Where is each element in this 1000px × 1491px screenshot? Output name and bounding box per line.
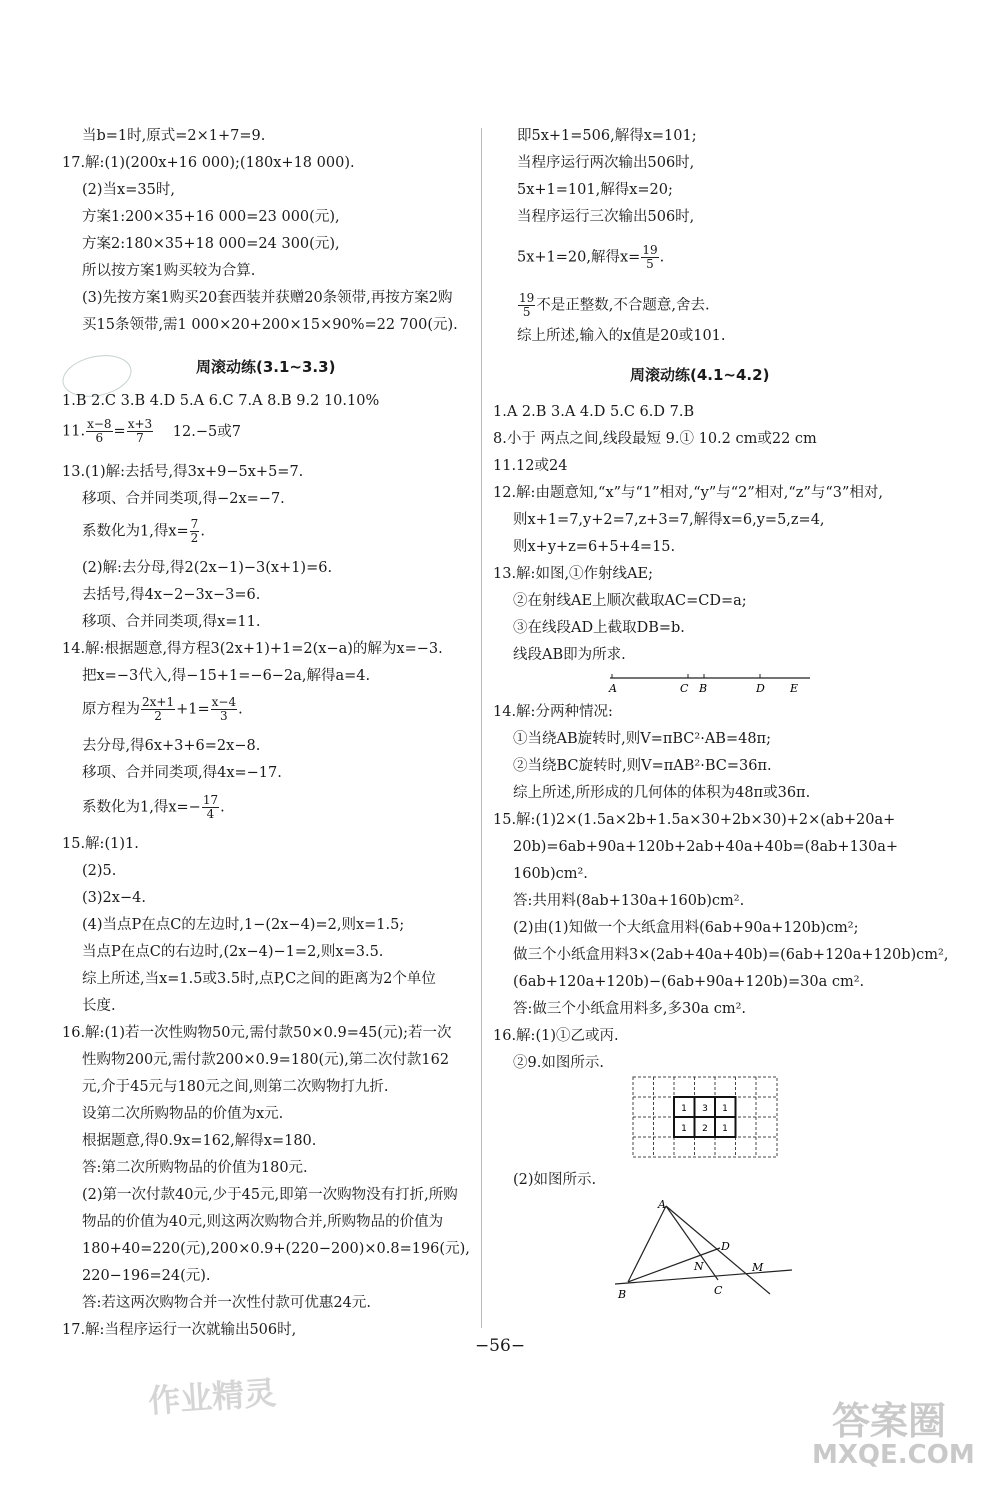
grid-cell: 1 (681, 1104, 687, 1114)
grid-cell: 1 (722, 1124, 728, 1134)
fraction: $\frac{2x+1}{2}$ (142, 695, 175, 723)
point-label-b: B (699, 682, 708, 694)
fraction: $\frac{x-8}{6}$ (87, 417, 112, 445)
text-line: 答:做三个小纸盒用料多,多30a cm². (513, 1001, 746, 1017)
text-line: (2)解:去分母,得2(2x−1)−3(x+1)=6. (82, 560, 333, 576)
text-line: (2)第一次付款40元,少于45元,即第一次购物没有打折,所购 (82, 1187, 458, 1203)
answer-line: 1.B 2.C 3.B 4.D 5.A 6.C 7.A 8.B 9.2 10.10% (62, 393, 380, 409)
text-line: 220−196=24(元). (82, 1268, 211, 1284)
text-line: 答:第二次所购物品的价值为180元. (82, 1160, 308, 1176)
text-line: 综上所述,当x=1.5或3.5时,点P,C之间的距离为2个单位 (82, 971, 436, 987)
text-line-frac: 系数化为1,得x= $\frac{7}{2}$ . (82, 517, 205, 545)
text-line: 当点P在点C的右边时,(2x−4)−1=2,则x=3.5. (82, 944, 384, 960)
triangle-diagram (610, 1196, 795, 1302)
text-line: (2)如图所示. (513, 1172, 597, 1188)
text-line: 13.解:如图,①作射线AE; (493, 566, 653, 582)
text-line-frac: 原方程为 $\frac{2x+1}{2}$ +1= $\frac{x-4}{3}$ . (82, 695, 243, 723)
text-line: 5x+1=101,解得x=20; (517, 182, 673, 198)
text-line: 15.解:(1)2×(1.5a×2b+1.5a×30+2b×30)+2×(ab+20a+ (493, 812, 896, 828)
fraction: $\frac{17}{4}$ (202, 793, 219, 821)
text-line: 16.解:(1)①乙或丙. (493, 1028, 619, 1044)
text-line: 综上所述,所形成的几何体的体积为48π或36π. (513, 785, 811, 801)
grid-cell: 1 (722, 1104, 728, 1114)
text-line: ③在线段AD上截取DB=b. (513, 620, 685, 636)
column-divider (481, 128, 482, 1328)
text-line: (6ab+120a+120b)−(6ab+90a+120b)=30a cm². (513, 974, 865, 990)
text-line: (2)由(1)知做一个大纸盒用料(6ab+90a+120b)cm²; (513, 920, 859, 936)
fraction: $\frac{19}{5}$ (519, 291, 535, 319)
answer-12: 12.−5或7 (172, 423, 241, 440)
fraction: $\frac{7}{2}$ (190, 517, 199, 545)
section-title: 周滚动练(3.1~3.3) (196, 358, 336, 376)
text-line: 则x+1=7,y+2=7,z+3=7,解得x=6,y=5,z=4, (513, 512, 825, 528)
point-label-d: D (756, 682, 765, 694)
point-label-c: C (680, 682, 689, 694)
answer-line: 11.12或24 (493, 458, 568, 474)
text-line: 方案1:200×35+16 000=23 000(元), (82, 209, 340, 225)
point-label-n: N (694, 1260, 704, 1273)
text-line: 15.解:(1)1. (62, 836, 139, 852)
text-line: 移项、合并同类项,得4x=−17. (82, 765, 282, 781)
watermark-url: MXQE.COM (812, 1440, 975, 1470)
text-line: 所以按方案1购买较为合算. (82, 263, 256, 279)
text-line: (2)5. (82, 863, 117, 879)
text-line: (4)当点P在点C的左边时,1−(2x−4)=2,则x=1.5; (82, 917, 405, 933)
text-line: 性购物200元,需付款200×0.9=180(元),第二次付款162 (82, 1052, 450, 1068)
text-line: 综上所述,输入的x值是20或101. (517, 328, 726, 344)
point-label-m: M (752, 1261, 764, 1274)
text-line: 则x+y+z=6+5+4=15. (513, 539, 676, 555)
grid-cell: 2 (702, 1124, 708, 1134)
text-line: 根据题意,得0.9x=162,解得x=180. (82, 1133, 317, 1149)
text-line: 当b=1时,原式=2×1+7=9. (82, 128, 266, 144)
text-line: 买15条领带,需1 000×20+200×15×90%=22 700(元). (82, 317, 458, 333)
text-line: 当程序运行三次输出506时, (517, 209, 695, 225)
text-line: 设第二次所购物品的价值为x元. (82, 1106, 284, 1122)
text-line: 答:若这两次购物合并一次性付款可优惠24元. (82, 1295, 371, 1311)
text-line: ②当绕BC旋转时,则V=πAB²·BC=36π. (513, 758, 772, 774)
watermark-logo: 答案圈 (832, 1399, 947, 1443)
text-line: ①当绕AB旋转时,则V=πBC²·AB=48π; (513, 731, 771, 747)
cube-net-grid-diagram (632, 1076, 778, 1158)
text-line: 长度. (82, 998, 116, 1014)
text-line: 180+40=220(元),200×0.9+(220−200)×0.8=196(元), (82, 1241, 470, 1257)
text-line: 答:共用料(8ab+130a+160b)cm². (513, 893, 745, 909)
text-line-frac: $\frac{19}{5}$ 不是正整数,不合题意,舍去. (519, 291, 710, 319)
text-line: 物品的价值为40元,则这两次购物合并,所购物品的价值为 (82, 1214, 444, 1230)
ray-diagram (600, 668, 815, 694)
text-line: 去分母,得6x+3+6=2x−8. (82, 738, 261, 754)
answer-line-11: 11. $\frac{x-8}{6}$ = $\frac{x+3}{7}$ 12.−5或7 (62, 417, 241, 445)
text-line: 把x=−3代入,得−15+1=−6−2a,解得a=4. (82, 668, 371, 684)
point-label-a: A (658, 1198, 666, 1211)
text-line: 元,介于45元与180元之间,则第二次购物打九折. (82, 1079, 389, 1095)
text-line-frac: 5x+1=20,解得x= $\frac{19}{5}$ . (517, 243, 665, 271)
point-label-d: D (721, 1240, 730, 1253)
grid-cell: 3 (702, 1104, 708, 1114)
text-line: (3)先按方案1购买20套西装并获赠20条领带,再按方案2购 (82, 290, 453, 306)
text-line: 方案2:180×35+18 000=24 300(元), (82, 236, 340, 252)
section-title: 周滚动练(4.1~4.2) (630, 366, 770, 384)
text-line: 做三个小纸盒用料3×(2ab+40a+40b)=(6ab+120a+120b)cm², (513, 947, 949, 963)
text-line: 17.解:(1)(200x+16 000);(180x+18 000). (62, 155, 355, 171)
fraction: $\frac{19}{5}$ (642, 243, 658, 271)
text-line: (2)当x=35时, (82, 182, 175, 198)
text-line: 14.解:根据题意,得方程3(2x+1)+1=2(x−a)的解为x=−3. (62, 641, 443, 657)
text-line: 20b)=6ab+90a+120b+2ab+40a+40b=(8ab+130a+ (513, 839, 899, 855)
text-line: 12.解:由题意知,“x”与“1”相对,“y”与“2”相对,“z”与“3”相对, (493, 485, 884, 501)
point-label-e: E (790, 682, 799, 694)
text-line: ②9.如图所示. (513, 1055, 604, 1071)
text-line: 14.解:分两种情况: (493, 704, 613, 720)
text-line: 移项、合并同类项,得−2x=−7. (82, 491, 285, 507)
text-line: 17.解:当程序运行一次就输出506时, (62, 1322, 297, 1338)
point-label-a: A (609, 682, 617, 694)
text-line: 移项、合并同类项,得x=11. (82, 614, 261, 630)
text-line: 160b)cm². (513, 866, 588, 882)
fraction: $\frac{x-4}{3}$ (211, 695, 237, 723)
text-line-frac: 系数化为1,得x=− $\frac{17}{4}$ . (82, 793, 225, 821)
text-line: 去括号,得4x−2−3x−3=6. (82, 587, 261, 603)
point-label-c: C (714, 1284, 723, 1297)
answer-line: 1.A 2.B 3.A 4.D 5.C 6.D 7.B (493, 404, 695, 420)
text-line: 13.(1)解:去括号,得3x+9−5x+5=7. (62, 464, 304, 480)
watermark-text: 作业精灵 (146, 1373, 278, 1421)
text-line: 当程序运行两次输出506时, (517, 155, 695, 171)
fraction: $\frac{x+3}{7}$ (127, 417, 153, 445)
grid-cell: 1 (681, 1124, 687, 1134)
question-number: 11. (62, 423, 86, 440)
text-line: 16.解:(1)若一次性购物50元,需付款50×0.9=45(元);若一次 (62, 1025, 452, 1041)
text-line: ②在射线AE上顺次截取AC=CD=a; (513, 593, 747, 609)
text-line: (3)2x−4. (82, 890, 146, 906)
answer-line: 8.小于 两点之间,线段最短 9.① 10.2 cm或22 cm (493, 431, 817, 447)
text-line: 线段AB即为所求. (513, 647, 626, 663)
page-number: −56− (474, 1336, 526, 1356)
point-label-b: B (618, 1288, 627, 1301)
text-line: 即5x+1=506,解得x=101; (517, 128, 697, 144)
